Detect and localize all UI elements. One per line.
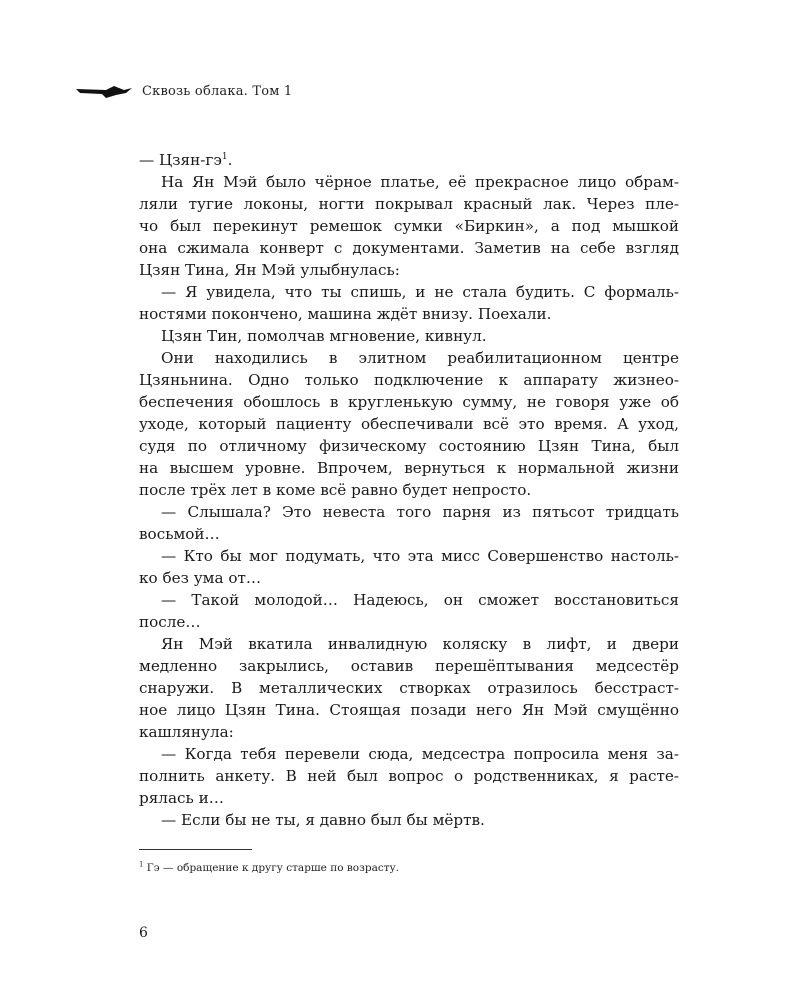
text-line: ко без ума от… bbox=[139, 569, 262, 587]
text-line: — Когда тебя перевели сюда, медсестра попросила меня за- bbox=[161, 745, 679, 763]
text-line: — Слышала? Это невеста того парня из пятьсот тридцать bbox=[161, 503, 679, 521]
text-line: ляли тугие локоны, ногти покрывал красный лак. Через пле- bbox=[139, 195, 679, 213]
body-text bbox=[139, 149, 679, 831]
text-line: Цзян Тин, помолчав мгновение, кивнул. bbox=[161, 327, 487, 345]
text-line: уходе, который пациенту обеспечивали всё это время. А уход, bbox=[139, 415, 679, 433]
footnote-text: Гэ — обращение к другу старше по возрасту. bbox=[143, 862, 400, 874]
text-line: судя по отличному физическому состоянию Цзян Тина, был bbox=[139, 437, 679, 455]
footnote-mark: 1 bbox=[139, 860, 144, 869]
text-line: Цзяньнина. Одно только подключение к аппарату жизнео- bbox=[139, 371, 679, 389]
text-line: ностями покончено, машина ждёт внизу. Поехали. bbox=[139, 305, 552, 323]
running-title: Сквозь облака. Том 1 bbox=[142, 84, 293, 99]
text-line: — Я увидела, что ты спишь, и не стала будить. С формаль- bbox=[161, 283, 679, 301]
swallow-icon bbox=[76, 85, 132, 99]
text-line: Они находились в элитном реабилитационном центре bbox=[161, 349, 679, 367]
text-line: после трёх лет в коме всё равно будет непросто. bbox=[139, 481, 532, 499]
footnote-rule bbox=[139, 849, 252, 850]
page-number: 6 bbox=[139, 925, 148, 941]
text-line: Цзян Тина, Ян Мэй улыбнулась: bbox=[139, 261, 400, 279]
text-line: восьмой… bbox=[139, 525, 220, 543]
footnote bbox=[139, 862, 399, 874]
running-head bbox=[76, 84, 292, 99]
text-line: На Ян Мэй было чёрное платье, её прекрасное лицо обрам- bbox=[161, 173, 679, 191]
text-line: рялась и… bbox=[139, 789, 224, 807]
text-line: на высшем уровне. Впрочем, вернуться к нормальной жизни bbox=[139, 459, 679, 477]
text-line: она сжимала конверт с документами. Заметив на себе взгляд bbox=[139, 239, 679, 257]
text-line: — Цзян-$гэ^1$. bbox=[139, 151, 233, 169]
text-line: ное лицо Цзян Тина. Стоящая позади него Ян Мэй смущённо bbox=[139, 701, 679, 719]
text-line: полнить анкету. В ней был вопрос о родственниках, я расте- bbox=[139, 767, 679, 785]
text-line: — Такой молодой… Надеюсь, он сможет восстановиться bbox=[161, 591, 679, 609]
text-line: чо был перекинут ремешок сумки «Биркин», а под мышкой bbox=[139, 217, 679, 235]
text-line: после… bbox=[139, 613, 201, 631]
text-line: кашлянула: bbox=[139, 723, 234, 741]
text-line: — Кто бы мог подумать, что эта мисс Совершенство настоль- bbox=[161, 547, 679, 565]
footnote-ref: 1 bbox=[221, 151, 228, 162]
text-line: снаружи. В металлических створках отразилось бесстраст- bbox=[139, 679, 679, 697]
text-line: — Если бы не ты, я давно был бы мёртв. bbox=[161, 811, 485, 829]
text-line: беспечения обошлось в кругленькую сумму, не говоря уже об bbox=[139, 393, 679, 411]
text-line: Ян Мэй вкатила инвалидную коляску в лифт, и двери bbox=[161, 635, 679, 653]
text-line: медленно закрылись, оставив перешёптывания медсестёр bbox=[139, 657, 679, 675]
